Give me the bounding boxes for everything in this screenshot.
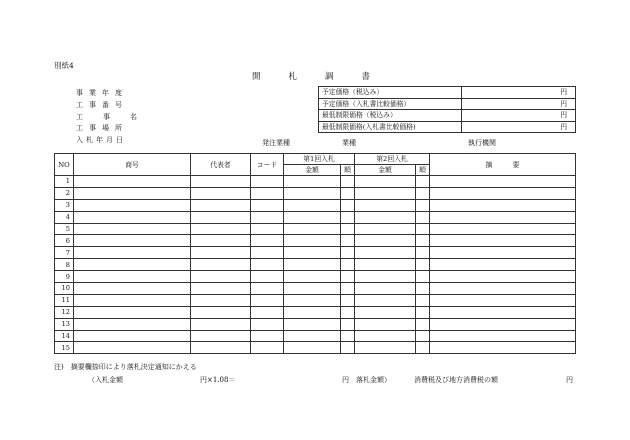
round1-rank-cell[interactable]: [341, 330, 355, 342]
round2-rank-cell[interactable]: [416, 342, 430, 354]
row-number: 7: [55, 247, 74, 259]
code-cell[interactable]: [251, 306, 284, 318]
code-cell[interactable]: [251, 223, 284, 235]
row-number: 12: [55, 306, 74, 318]
round2-rank-cell[interactable]: [416, 318, 430, 330]
round1-rank-cell[interactable]: [341, 199, 355, 211]
header-round1-rank: 順: [341, 165, 355, 176]
round2-amount-cell[interactable]: [355, 306, 416, 318]
header-round2-rank: 順: [416, 165, 430, 176]
round2-amount-cell[interactable]: [355, 187, 416, 199]
round1-amount-cell[interactable]: [284, 342, 341, 354]
round1-rank-cell[interactable]: [341, 187, 355, 199]
representative-cell[interactable]: [191, 342, 251, 354]
round1-rank-cell[interactable]: [341, 176, 355, 188]
bid-table: [54, 153, 576, 354]
round2-amount-cell[interactable]: [355, 235, 416, 247]
round1-amount-cell[interactable]: [284, 294, 341, 306]
row-number: 5: [55, 223, 74, 235]
company-cell[interactable]: [74, 235, 191, 247]
row-number: 10: [55, 283, 74, 295]
round2-amount-cell[interactable]: [355, 247, 416, 259]
round2-rank-cell[interactable]: [416, 187, 430, 199]
round1-amount-cell[interactable]: [284, 271, 341, 283]
round2-amount-cell[interactable]: [355, 223, 416, 235]
tax-unit: 円: [566, 376, 573, 384]
round2-amount-cell[interactable]: [355, 330, 416, 342]
round2-amount-cell[interactable]: [355, 259, 416, 271]
header-no: NO: [55, 154, 74, 176]
representative-cell[interactable]: [191, 318, 251, 330]
row-number: 13: [55, 318, 74, 330]
representative-cell[interactable]: [191, 283, 251, 295]
table-row: [55, 235, 576, 247]
code-cell[interactable]: [251, 271, 284, 283]
representative-cell[interactable]: [191, 199, 251, 211]
round1-rank-cell[interactable]: [341, 318, 355, 330]
round1-amount-cell[interactable]: [284, 306, 341, 318]
representative-cell[interactable]: [191, 235, 251, 247]
calc-prefix: （入札金額: [88, 376, 123, 384]
row-number: 1: [55, 176, 74, 188]
row-number: 4: [55, 211, 74, 223]
header-round1: 第1回入札: [284, 154, 355, 165]
representative-cell[interactable]: [191, 294, 251, 306]
remarks-cell[interactable]: [430, 318, 576, 330]
company-cell[interactable]: [74, 271, 191, 283]
attachment-label: 別紙4: [54, 61, 74, 70]
round1-amount-cell[interactable]: [284, 199, 341, 211]
round1-rank-cell[interactable]: [341, 294, 355, 306]
price-value-cell[interactable]: 円: [462, 98, 576, 110]
row-number: 2: [55, 187, 74, 199]
row-number: 3: [55, 199, 74, 211]
code-cell[interactable]: [251, 176, 284, 188]
company-cell[interactable]: [74, 306, 191, 318]
footer-note: 注) 摘要欄捺印により落札決定通知にかえる: [54, 363, 197, 371]
table-row: [55, 187, 576, 199]
remarks-cell[interactable]: [430, 306, 576, 318]
code-cell[interactable]: [251, 294, 284, 306]
price-label: 最低制限価格（税込み）: [319, 110, 462, 122]
round2-rank-cell[interactable]: [416, 247, 430, 259]
company-cell[interactable]: [74, 330, 191, 342]
price-value-cell[interactable]: 円: [462, 121, 576, 133]
remarks-cell[interactable]: [430, 294, 576, 306]
calc-award: 円 落札金額）: [342, 376, 391, 384]
header-remarks: 摘 要: [430, 154, 576, 176]
round2-rank-cell[interactable]: [416, 271, 430, 283]
code-cell[interactable]: [251, 235, 284, 247]
header-company: 商号: [74, 154, 191, 176]
table-row: [55, 199, 576, 211]
round2-rank-cell[interactable]: [416, 283, 430, 295]
round1-rank-cell[interactable]: [341, 259, 355, 271]
price-label: 最低制限価格(入札書比較価格): [319, 121, 462, 133]
label-project-name: 工事名: [76, 112, 157, 121]
round1-rank-cell[interactable]: [341, 247, 355, 259]
remarks-cell[interactable]: [430, 223, 576, 235]
price-row: [319, 121, 576, 133]
company-cell[interactable]: [74, 176, 191, 188]
code-cell[interactable]: [251, 211, 284, 223]
label-project-location: 工事場所: [76, 124, 128, 133]
round2-rank-cell[interactable]: [416, 199, 430, 211]
round1-rank-cell[interactable]: [341, 223, 355, 235]
round1-amount-cell[interactable]: [284, 259, 341, 271]
price-row: [319, 110, 576, 122]
round1-amount-cell[interactable]: [284, 223, 341, 235]
round1-rank-cell[interactable]: [341, 283, 355, 295]
industry-label: 業種: [342, 139, 356, 147]
round2-amount-cell[interactable]: [355, 283, 416, 295]
round2-amount-cell[interactable]: [355, 176, 416, 188]
company-cell[interactable]: [74, 187, 191, 199]
label-bid-date: 入札年月日: [76, 136, 126, 145]
round2-amount-cell[interactable]: [355, 271, 416, 283]
table-row: [55, 318, 576, 330]
company-cell[interactable]: [74, 259, 191, 271]
remarks-cell[interactable]: [430, 199, 576, 211]
representative-cell[interactable]: [191, 176, 251, 188]
round1-amount-cell[interactable]: [284, 283, 341, 295]
representative-cell[interactable]: [191, 247, 251, 259]
price-table: [318, 86, 576, 133]
remarks-cell[interactable]: [430, 187, 576, 199]
table-row: [55, 223, 576, 235]
header-representative: 代表者: [191, 154, 251, 176]
company-cell[interactable]: [74, 199, 191, 211]
code-cell[interactable]: [251, 187, 284, 199]
table-row: [55, 176, 576, 188]
round1-amount-cell[interactable]: [284, 211, 341, 223]
company-cell[interactable]: [74, 294, 191, 306]
ordering-type-label: 発注業種: [262, 139, 290, 147]
code-cell[interactable]: [251, 330, 284, 342]
remarks-cell[interactable]: [430, 176, 576, 188]
round1-amount-cell[interactable]: [284, 247, 341, 259]
round1-rank-cell[interactable]: [341, 235, 355, 247]
remarks-cell[interactable]: [430, 283, 576, 295]
company-cell[interactable]: [74, 211, 191, 223]
remarks-cell[interactable]: [430, 259, 576, 271]
company-cell[interactable]: [74, 247, 191, 259]
price-value-cell[interactable]: 円: [462, 110, 576, 122]
round1-amount-cell[interactable]: [284, 318, 341, 330]
company-cell[interactable]: [74, 318, 191, 330]
price-label: 予定価格（入札書比較価格）: [319, 98, 462, 110]
table-row: [55, 283, 576, 295]
representative-cell[interactable]: [191, 223, 251, 235]
label-fiscal-year: 事業年度: [76, 89, 128, 97]
round2-rank-cell[interactable]: [416, 294, 430, 306]
price-value-cell[interactable]: 円: [462, 87, 576, 99]
company-cell[interactable]: [74, 283, 191, 295]
code-cell[interactable]: [251, 199, 284, 211]
round1-amount-cell[interactable]: [284, 176, 341, 188]
round2-rank-cell[interactable]: [416, 330, 430, 342]
remarks-cell[interactable]: [430, 247, 576, 259]
representative-cell[interactable]: [191, 187, 251, 199]
price-label: 予定価格（税込み）: [319, 87, 462, 99]
project-info-labels: [76, 88, 157, 147]
executing-agency-label: 執行機関: [468, 139, 496, 147]
code-cell[interactable]: [251, 318, 284, 330]
representative-cell[interactable]: [191, 211, 251, 223]
code-cell[interactable]: [251, 247, 284, 259]
round1-rank-cell[interactable]: [341, 211, 355, 223]
table-row: [55, 247, 576, 259]
company-cell[interactable]: [74, 223, 191, 235]
header-round2-amount: 金額: [355, 165, 416, 176]
row-number: 14: [55, 330, 74, 342]
remarks-cell[interactable]: [430, 271, 576, 283]
code-cell[interactable]: [251, 283, 284, 295]
round2-rank-cell[interactable]: [416, 259, 430, 271]
table-row: [55, 330, 576, 342]
row-number: 15: [55, 342, 74, 354]
code-cell[interactable]: [251, 259, 284, 271]
remarks-cell[interactable]: [430, 330, 576, 342]
table-row: [55, 294, 576, 306]
price-row: [319, 87, 576, 99]
round1-amount-cell[interactable]: [284, 235, 341, 247]
round1-amount-cell[interactable]: [284, 330, 341, 342]
table-row: [55, 342, 576, 354]
round2-amount-cell[interactable]: [355, 318, 416, 330]
round2-amount-cell[interactable]: [355, 342, 416, 354]
round1-amount-cell[interactable]: [284, 187, 341, 199]
bid-table-body: [55, 176, 576, 354]
company-cell[interactable]: [74, 342, 191, 354]
price-row: [319, 98, 576, 110]
row-number: 9: [55, 271, 74, 283]
calc-multiplier: 円×1.08＝: [200, 376, 236, 384]
representative-cell[interactable]: [191, 330, 251, 342]
tax-label: 消費税及び地方消費税の額: [414, 376, 498, 384]
remarks-cell[interactable]: [430, 235, 576, 247]
header-round2: 第2回入札: [355, 154, 430, 165]
table-row: [55, 306, 576, 318]
round2-amount-cell[interactable]: [355, 199, 416, 211]
round2-rank-cell[interactable]: [416, 306, 430, 318]
remarks-cell[interactable]: [430, 211, 576, 223]
document-title: 開札調書: [252, 72, 399, 82]
round2-amount-cell[interactable]: [355, 211, 416, 223]
round1-rank-cell[interactable]: [341, 271, 355, 283]
row-number: 8: [55, 259, 74, 271]
label-project-number: 工事番号: [76, 100, 128, 109]
round2-rank-cell[interactable]: [416, 176, 430, 188]
table-row: [55, 271, 576, 283]
header-round1-amount: 金額: [284, 165, 341, 176]
round2-rank-cell[interactable]: [416, 211, 430, 223]
representative-cell[interactable]: [191, 306, 251, 318]
code-cell[interactable]: [251, 342, 284, 354]
representative-cell[interactable]: [191, 271, 251, 283]
header-code: コード: [251, 154, 284, 176]
row-number: 11: [55, 294, 74, 306]
row-number: 6: [55, 235, 74, 247]
round2-rank-cell[interactable]: [416, 223, 430, 235]
table-row: [55, 259, 576, 271]
round2-rank-cell[interactable]: [416, 235, 430, 247]
representative-cell[interactable]: [191, 259, 251, 271]
round1-rank-cell[interactable]: [341, 342, 355, 354]
table-row: [55, 211, 576, 223]
round2-amount-cell[interactable]: [355, 294, 416, 306]
round1-rank-cell[interactable]: [341, 306, 355, 318]
remarks-cell[interactable]: [430, 342, 576, 354]
